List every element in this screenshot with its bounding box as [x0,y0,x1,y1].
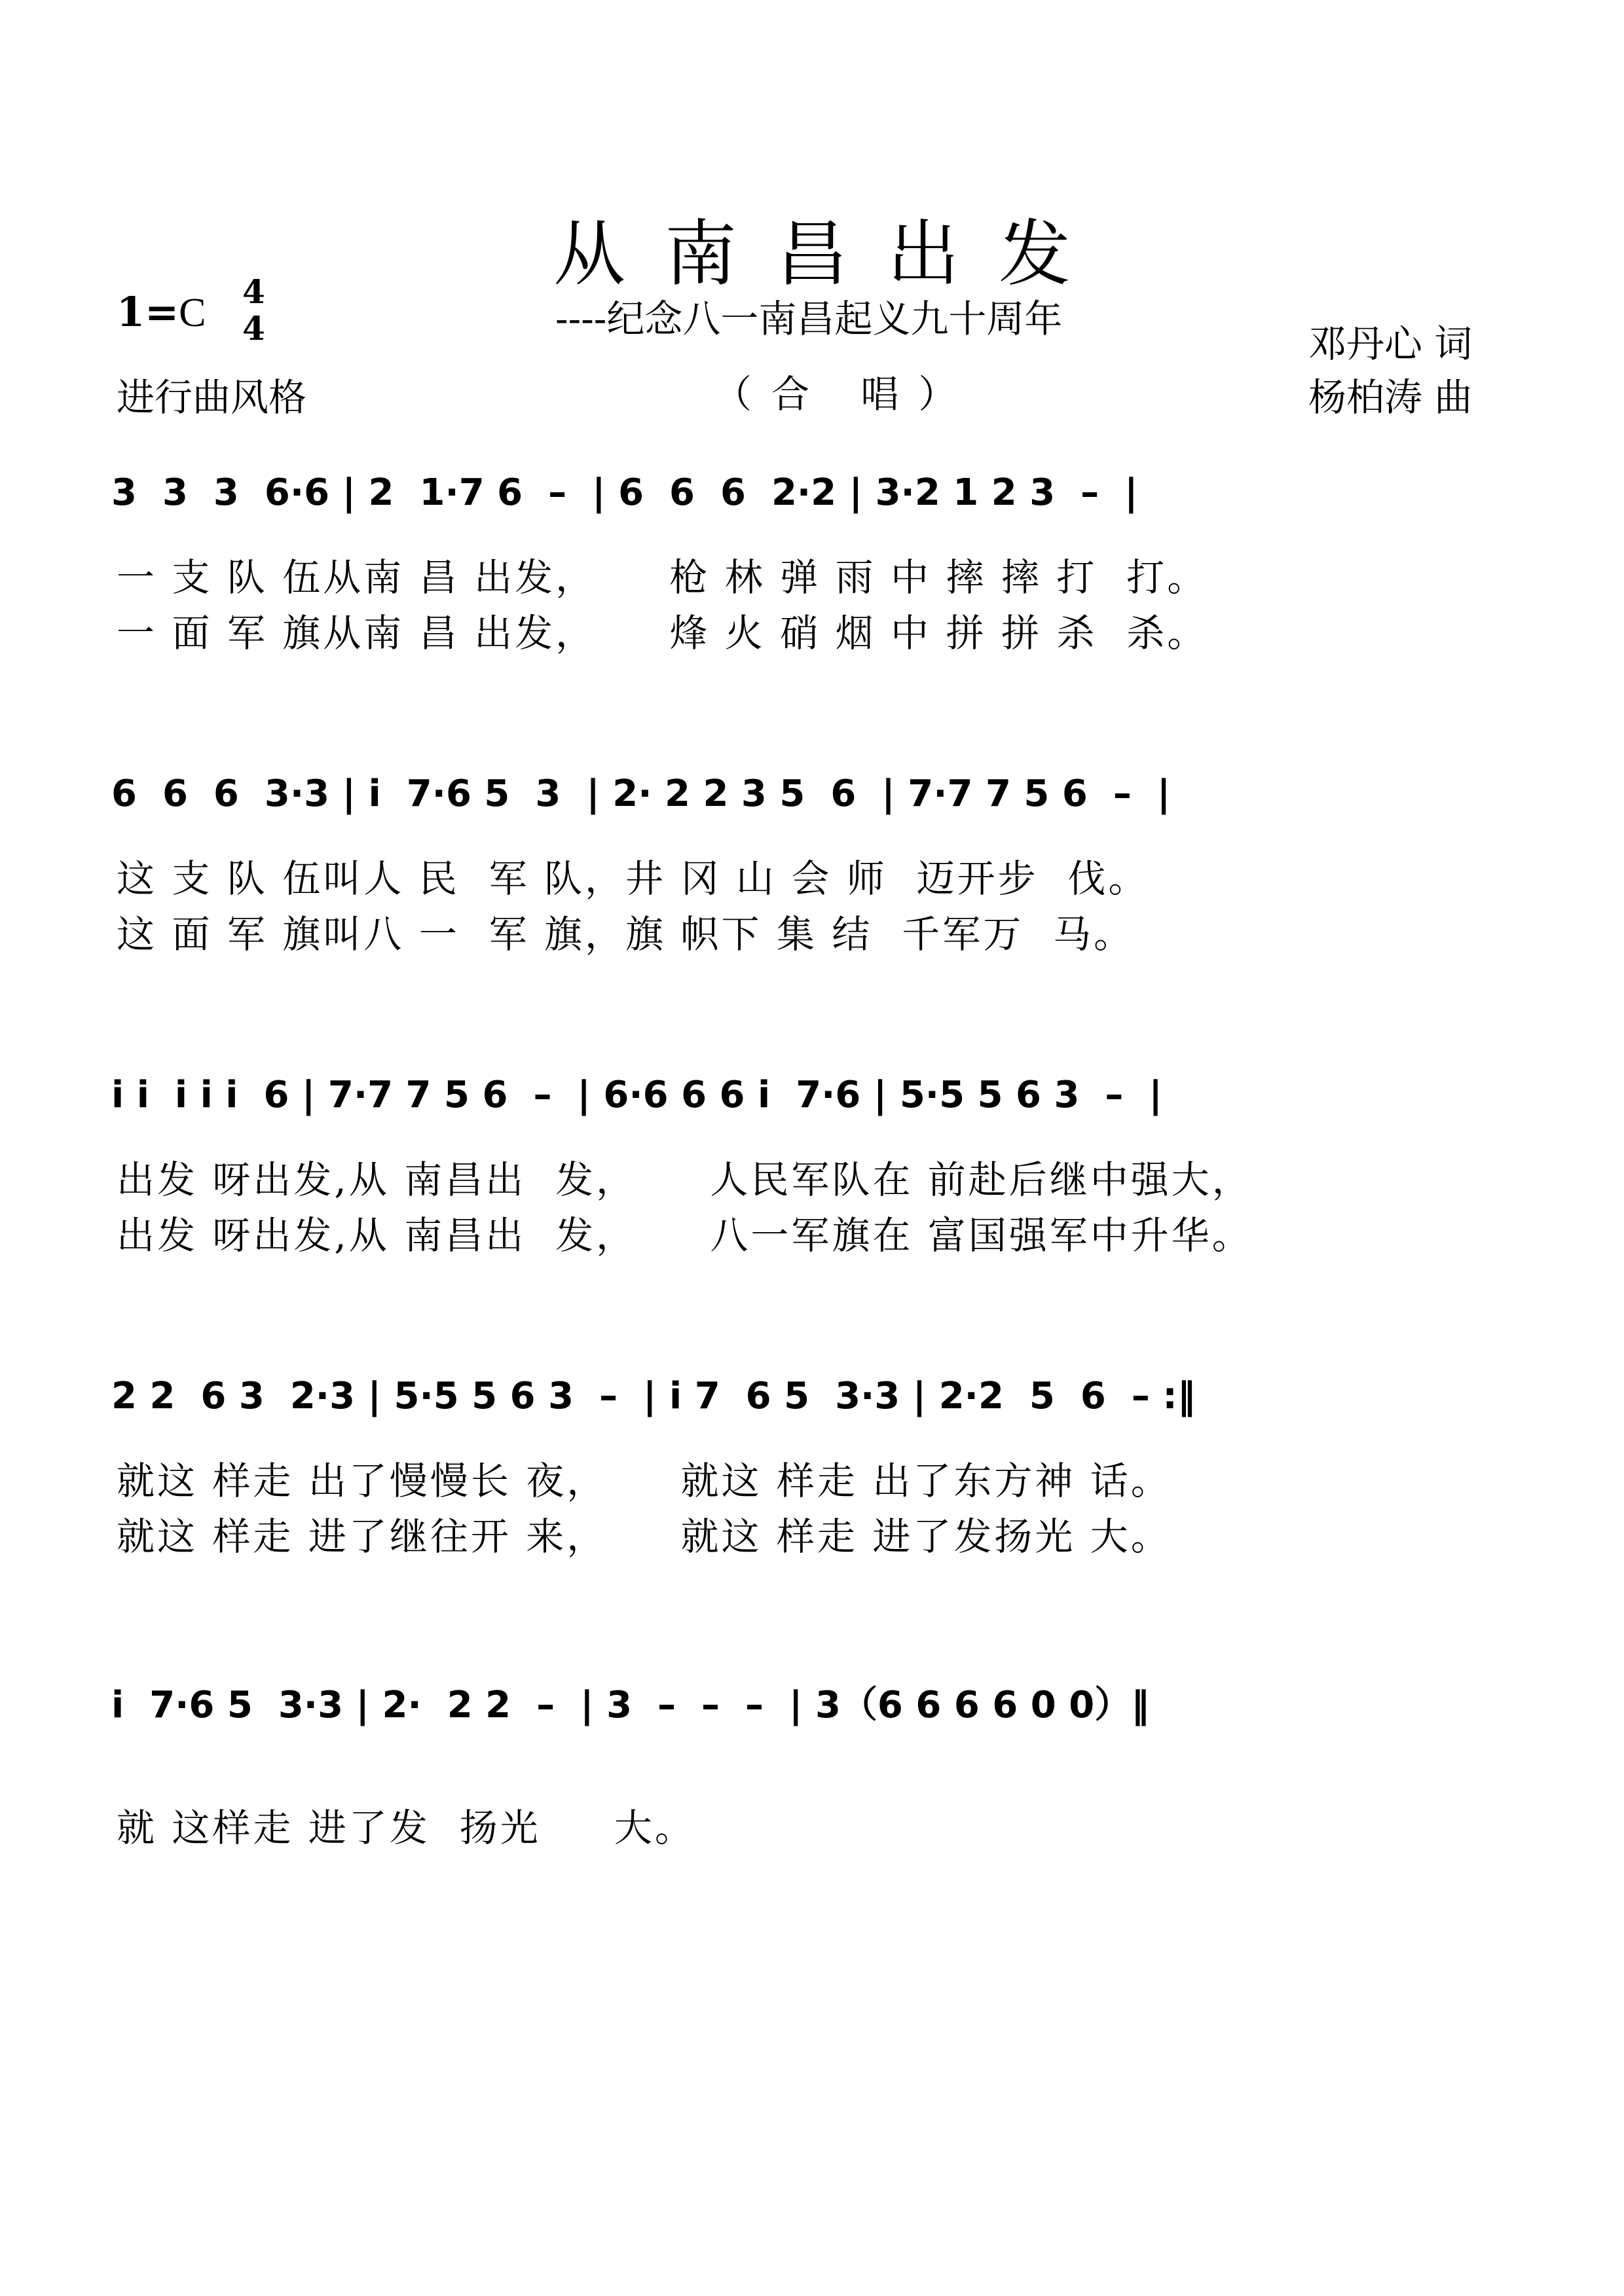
subtitle: ----纪念八一南昌起义九十周年 [555,297,1063,341]
lyrics-verse-1: 一 支 队 伍从南 昌 出发， 枪 林 弹 雨 中 摔 摔 打 打。 [117,555,1208,600]
key-do: 1 [117,288,145,336]
performance-type: （合 唱） [714,372,976,416]
key-tone: C [179,291,206,335]
lyrics-verse-2: 出发 呀出发,从 南昌出 发， 八一军旗在 富国强军中升华。 [117,1213,1253,1258]
lyrics-verse-1: 出发 呀出发,从 南昌出 发， 人民军队在 前赴后继中强大， [117,1157,1253,1202]
lyrics-verse-1: 就 这样走 进了发 扬光 大。 [117,1806,695,1850]
notation-line: 3 3 3 6·6 | 2 1·7 6 – | 6 6 6 2·2 | 3·2 1 2 3 – | [111,471,1138,514]
key-equals: = [145,288,179,336]
lyrics-verse-2: 就这 样走 进了继往开 来， 就这 样走 进了发扬光 大。 [117,1514,1172,1559]
key-signature [117,288,206,337]
lyrics-verse-2: 一 面 军 旗从南 昌 出发， 烽 火 硝 烟 中 拼 拼 杀 杀。 [117,611,1208,655]
notation-line: 2 2 6 3 2·3 | 5·5 5 6 3 – | i 7 6 5 3·3 | 2·2 5 6 – :‖ [111,1375,1196,1417]
time-bottom: 4 [242,309,265,348]
song-title: 从南昌出发 [553,212,1110,296]
time-signature [242,274,265,347]
notation-line: i i i i i 6 | 7·7 7 5 6 – | 6·6 6 6 i 7·6 | 5·5 5 6 3 – | [111,1074,1162,1116]
style-marking: 进行曲风格 [117,375,307,420]
lyricist: 邓丹心 词 [1308,321,1473,366]
lyrics-verse-1: 这 支 队 伍叫人 民 军 队，井 冈 山 会 师 迈开步 伐。 [117,856,1149,901]
notation-line: 6 6 6 3·3 | i 7·6 5 3 | 2· 2 2 3 5 6 | 7·7 7 5 6 – | [111,773,1171,815]
time-top: 4 [242,272,265,311]
lyrics-verse-2: 这 面 军 旗叫八 一 军 旗，旗 帜下 集 结 千军万 马。 [117,912,1135,957]
notation-line: i 7·6 5 3·3 | 2· 2 2 – | 3 – – – | 3（6 6 6 6 0 0）‖ [111,1684,1150,1726]
composer: 杨柏涛 曲 [1308,375,1473,420]
lyrics-verse-1: 就这 样走 出了慢慢长 夜， 就这 样走 出了东方神 话。 [117,1459,1172,1503]
